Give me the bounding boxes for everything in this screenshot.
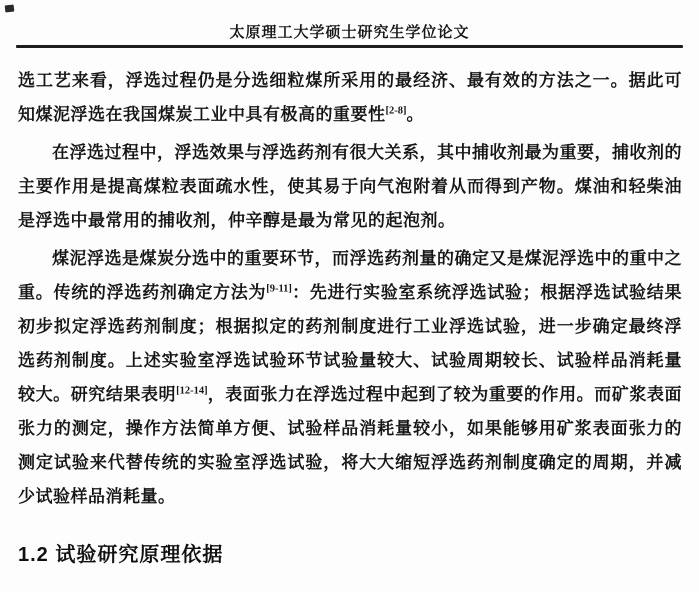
- paragraph-1: [18, 64, 682, 132]
- body-text: [18, 64, 682, 518]
- citation-ref-9-11: [9-11]: [266, 283, 292, 295]
- paragraph-2-text: 在浮选过程中，浮选效果与浮选药剂有很大关系，其中捕收剂最为重要，捕收剂的主要作用是提高煤粒表面疏水性，使其易于向气泡附着从而得到产物。煤油和轻柴油是浮选中最常用的捕收剂，仲辛醇是最为常见的起泡剂。: [18, 143, 682, 230]
- citation-ref-2-8: [2-8]: [385, 105, 407, 117]
- page-header-title: 太原理工大学硕士研究生学位论文: [229, 25, 470, 41]
- paragraph-3: [18, 242, 682, 514]
- paragraph-3-text-2: ：先进行实验室系统浮选试验；根据浮选试验结果初步拟定浮选药剂制度；根据拟定的药剂制度进行工业浮选试验，进一步确定最终浮选药剂制度。上述实验室浮选试验环节试验量较大、试验周期较长、试验样品消耗量较大。研究结果表明: [18, 283, 683, 404]
- citation-ref-12-14: [12-14]: [176, 385, 208, 397]
- paragraph-2: [18, 136, 682, 238]
- paragraph-1-text: 选工艺来看，浮选过程仍是分选细粒煤所采用的最经济、最有效的方法之一。据此可知煤泥浮选在我国煤炭工业中具有极高的重要性: [18, 71, 682, 124]
- section-heading: 1.2 试验研究原理依据: [18, 544, 224, 566]
- scan-artifact: [5, 5, 15, 13]
- paragraph-3-text-1: 煤泥浮选是煤炭分选中的重要环节，而浮选药剂量的确定又是煤泥浮选中的重中之重。传统的浮选药剂确定方法为: [18, 249, 682, 302]
- paragraph-3-text-3: ，表面张力在浮选过程中起到了较为重要的作用。而矿浆表面张力的测定，操作方法简单方便、试验样品消耗量较小，如果能够用矿浆表面张力的测定试验来代替传统的实验室浮选试验，将大大缩短浮选药剂制度确定的周期，并减少试验样品消耗量。: [18, 385, 682, 506]
- paragraph-1-text-end: 。: [406, 105, 424, 124]
- header-rule: [16, 45, 683, 48]
